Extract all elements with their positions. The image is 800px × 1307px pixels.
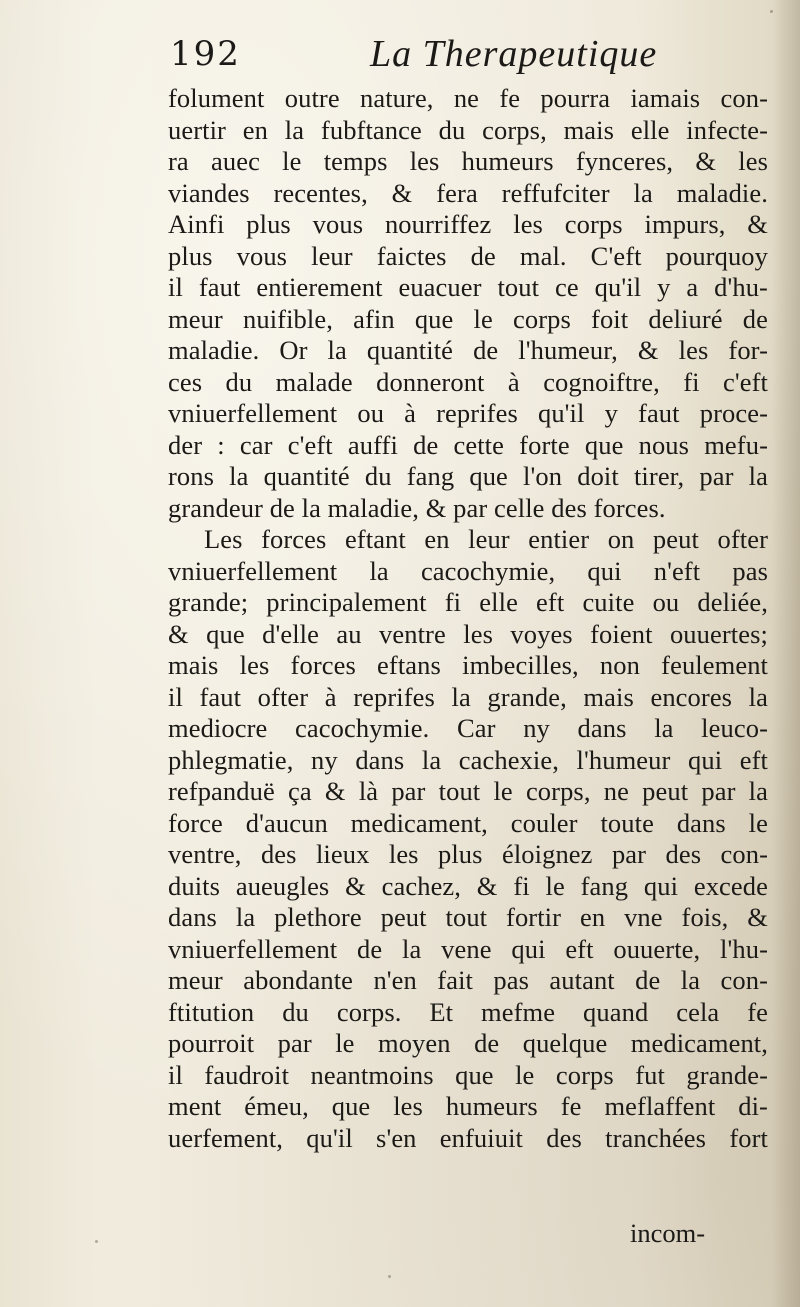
text-line: mais les forces eftans imbecilles, non feulement (168, 650, 768, 680)
text-line: meur nuifible, afin que le corps foit deliuré de (168, 303, 768, 334)
text-line: pourroit par le moyen de quelque medicament, (168, 1028, 768, 1058)
page-number: 192 (170, 34, 241, 74)
text-line: il faut entierement euacuer tout ce qu'il y a d'hu- (168, 272, 768, 302)
text-line: folument outre nature, ne fe pourra iamais con- (168, 83, 768, 113)
text-line: grande; principalement fi elle eft cuite ou deliée, (168, 587, 768, 617)
text-line: Ainfi plus vous nourriffez les corps impurs, & (168, 209, 768, 239)
text-line: ventre, des lieux les plus éloignez par des con- (168, 839, 768, 869)
text-line: maladie. Or la quantité de l'humeur, & les for- (168, 335, 768, 365)
text-line: dans la plethore peut tout fortir en vne fois, & (168, 902, 768, 932)
text-line: der : car c'eft auffi de cette forte que nous mefu- (168, 429, 768, 460)
text-line: grandeur de la maladie, & par celle des forces. (168, 492, 666, 523)
text-line: il faut ofter à reprifes la grande, mais encores la (168, 681, 768, 712)
text-line: uertir en la fubftance du corps, mais elle infecte- (168, 114, 768, 145)
text-line: rons la quantité du fang que l'on doit tirer, par la (168, 461, 768, 491)
catchword: incom- (630, 1218, 706, 1248)
text-line: uerfement, qu'il s'en enfuiuit des tranchées fort (168, 1122, 768, 1153)
text-line: meur abondante n'en fait pas autant de la con- (168, 965, 768, 995)
text-line: vniuerfellement ou à reprifes qu'il y faut proce- (168, 398, 768, 428)
text-line: plus vous leur faictes de mal. C'eft pourquoy (168, 240, 768, 271)
text-line: mediocre cacochymie. Car ny dans la leuco- (168, 713, 768, 743)
paper-speck (95, 1240, 98, 1243)
text-line: ces du malade donneront à cognoiftre, fi c'eft (168, 366, 768, 397)
page-header (170, 34, 730, 84)
body-text (168, 83, 768, 1154)
text-line: il faudroit neantmoins que le corps fut grande- (168, 1059, 768, 1090)
text-line: duits aueugles & cachez, & fi le fang qui excede (168, 870, 768, 901)
text-line: viandes recentes, & fera reffufciter la maladie. (168, 177, 768, 208)
paper-speck (388, 1275, 391, 1278)
text-line: vniuerfellement la cacochymie, qui n'eft pas (168, 555, 768, 586)
text-line: vniuerfellement de la vene qui eft ouuerte, l'hu- (168, 933, 768, 964)
page-edge-shadow (772, 0, 800, 1307)
text-line: & que d'elle au ventre les voyes foient ouuertes; (168, 618, 768, 649)
text-line: refpanduë ça & là par tout le corps, ne peut par la (168, 776, 768, 806)
text-line: ment émeu, que les humeurs fe meflaffent di- (168, 1091, 768, 1121)
text-line: ra auec le temps les humeurs fynceres, & les (168, 146, 768, 176)
paragraph-start-line: Les forces eftant en leur entier on peut ofter (204, 524, 768, 554)
text-line: ftitution du corps. Et mefme quand cela fe (168, 996, 768, 1027)
paper-speck (770, 10, 773, 13)
text-line: force d'aucun medicament, couler toute dans le (168, 807, 768, 838)
text-line: phlegmatie, ny dans la cachexie, l'humeur qui eft (168, 744, 768, 775)
running-title: La Therapeutique (370, 33, 658, 75)
